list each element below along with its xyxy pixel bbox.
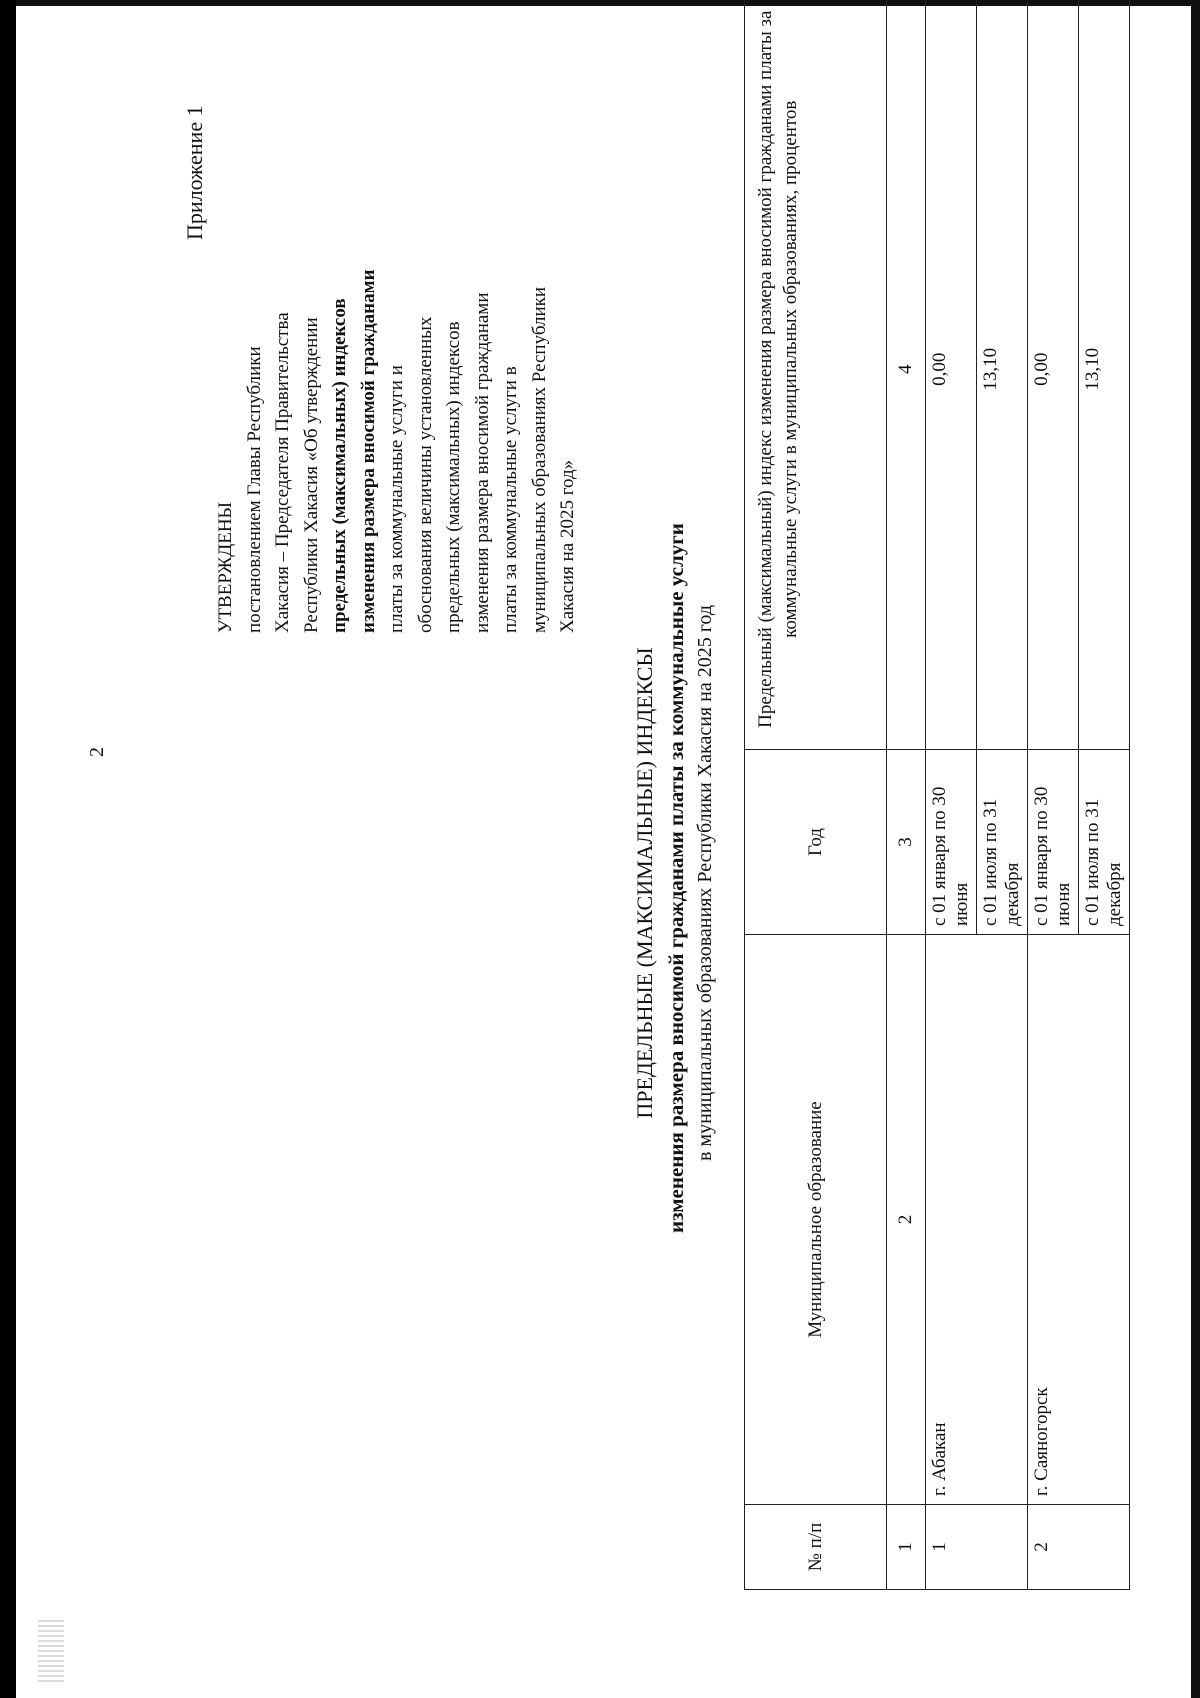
period-cell: с 01 июля по 31 декабря <box>977 750 1028 935</box>
period-cell: с 01 июля по 31 декабря <box>1079 750 1130 935</box>
indices-table <box>744 0 1130 1590</box>
approval-line: УТВЕРЖДЕНЫ <box>215 501 236 633</box>
appendix-label: Приложение 1 <box>182 105 207 240</box>
approval-line: Республики Хакасия «Об утверждении <box>300 317 322 633</box>
period-cell: с 01 января по 30 июня <box>926 750 977 935</box>
approval-line: Хакасия на 2025 год» <box>557 459 578 633</box>
column-number: 1 <box>887 1505 926 1590</box>
document-title: ПРЕДЕЛЬНЫЕ (МАКСИМАЛЬНЫЕ) ИНДЕКСЫ <box>632 647 657 1119</box>
approval-line: Хакасия – Председателя Правительства <box>272 312 293 633</box>
approval-line: постановлением Главы Республики <box>243 346 265 633</box>
municipality-cell: г. Саяногорск <box>1028 935 1130 1505</box>
index-value-cell: 13,10 <box>977 0 1028 750</box>
header-num: № п/п <box>745 1505 887 1590</box>
approval-line: муниципальных образованиях Республики <box>528 286 550 633</box>
document-subtitle-region: в муниципальных образованиях Республики Хакасия на 2025 год <box>694 605 716 1162</box>
approval-line: платы за коммунальные услуги в <box>500 366 521 633</box>
header-municipality: Муниципальное образование <box>745 935 887 1505</box>
index-value-cell: 0,00 <box>926 0 977 750</box>
page-number: 2 <box>86 747 108 757</box>
column-number: 3 <box>887 750 926 935</box>
approval-block <box>212 33 583 633</box>
header-index: Предельный (максимальный) индекс изменения размера вносимой гражданами платы за коммунальные услуги в муниципальных образованиях, процентов <box>745 0 887 750</box>
column-number: 4 <box>887 0 926 750</box>
approval-line: платы за коммунальные услуги и <box>386 365 407 633</box>
table-header-row <box>745 0 887 1590</box>
column-number: 2 <box>887 935 926 1505</box>
approval-line: изменения размера вносимой гражданами <box>357 269 379 633</box>
table-row <box>1028 0 1079 1590</box>
row-num: 2 <box>1028 1505 1130 1590</box>
approval-line: изменения размера вносимой гражданами <box>471 292 493 633</box>
index-value-cell: 0,00 <box>1028 0 1079 750</box>
index-value-cell: 13,10 <box>1079 0 1130 750</box>
approval-line: обоснования величины установленных <box>414 316 436 633</box>
row-num: 1 <box>926 1505 1028 1590</box>
document-subtitle: изменения размера вносимой гражданами платы за коммунальные услуги <box>664 523 688 1233</box>
approval-line: предельных (максимальных) индексов <box>329 298 350 633</box>
column-number-row <box>887 0 926 1590</box>
table-row <box>926 0 977 1590</box>
period-cell: с 01 января по 30 июня <box>1028 750 1079 935</box>
municipality-cell: г. Абакан <box>926 935 1028 1505</box>
approval-line: предельных (максимальных) индексов <box>443 321 464 633</box>
header-year: Год <box>745 750 887 935</box>
